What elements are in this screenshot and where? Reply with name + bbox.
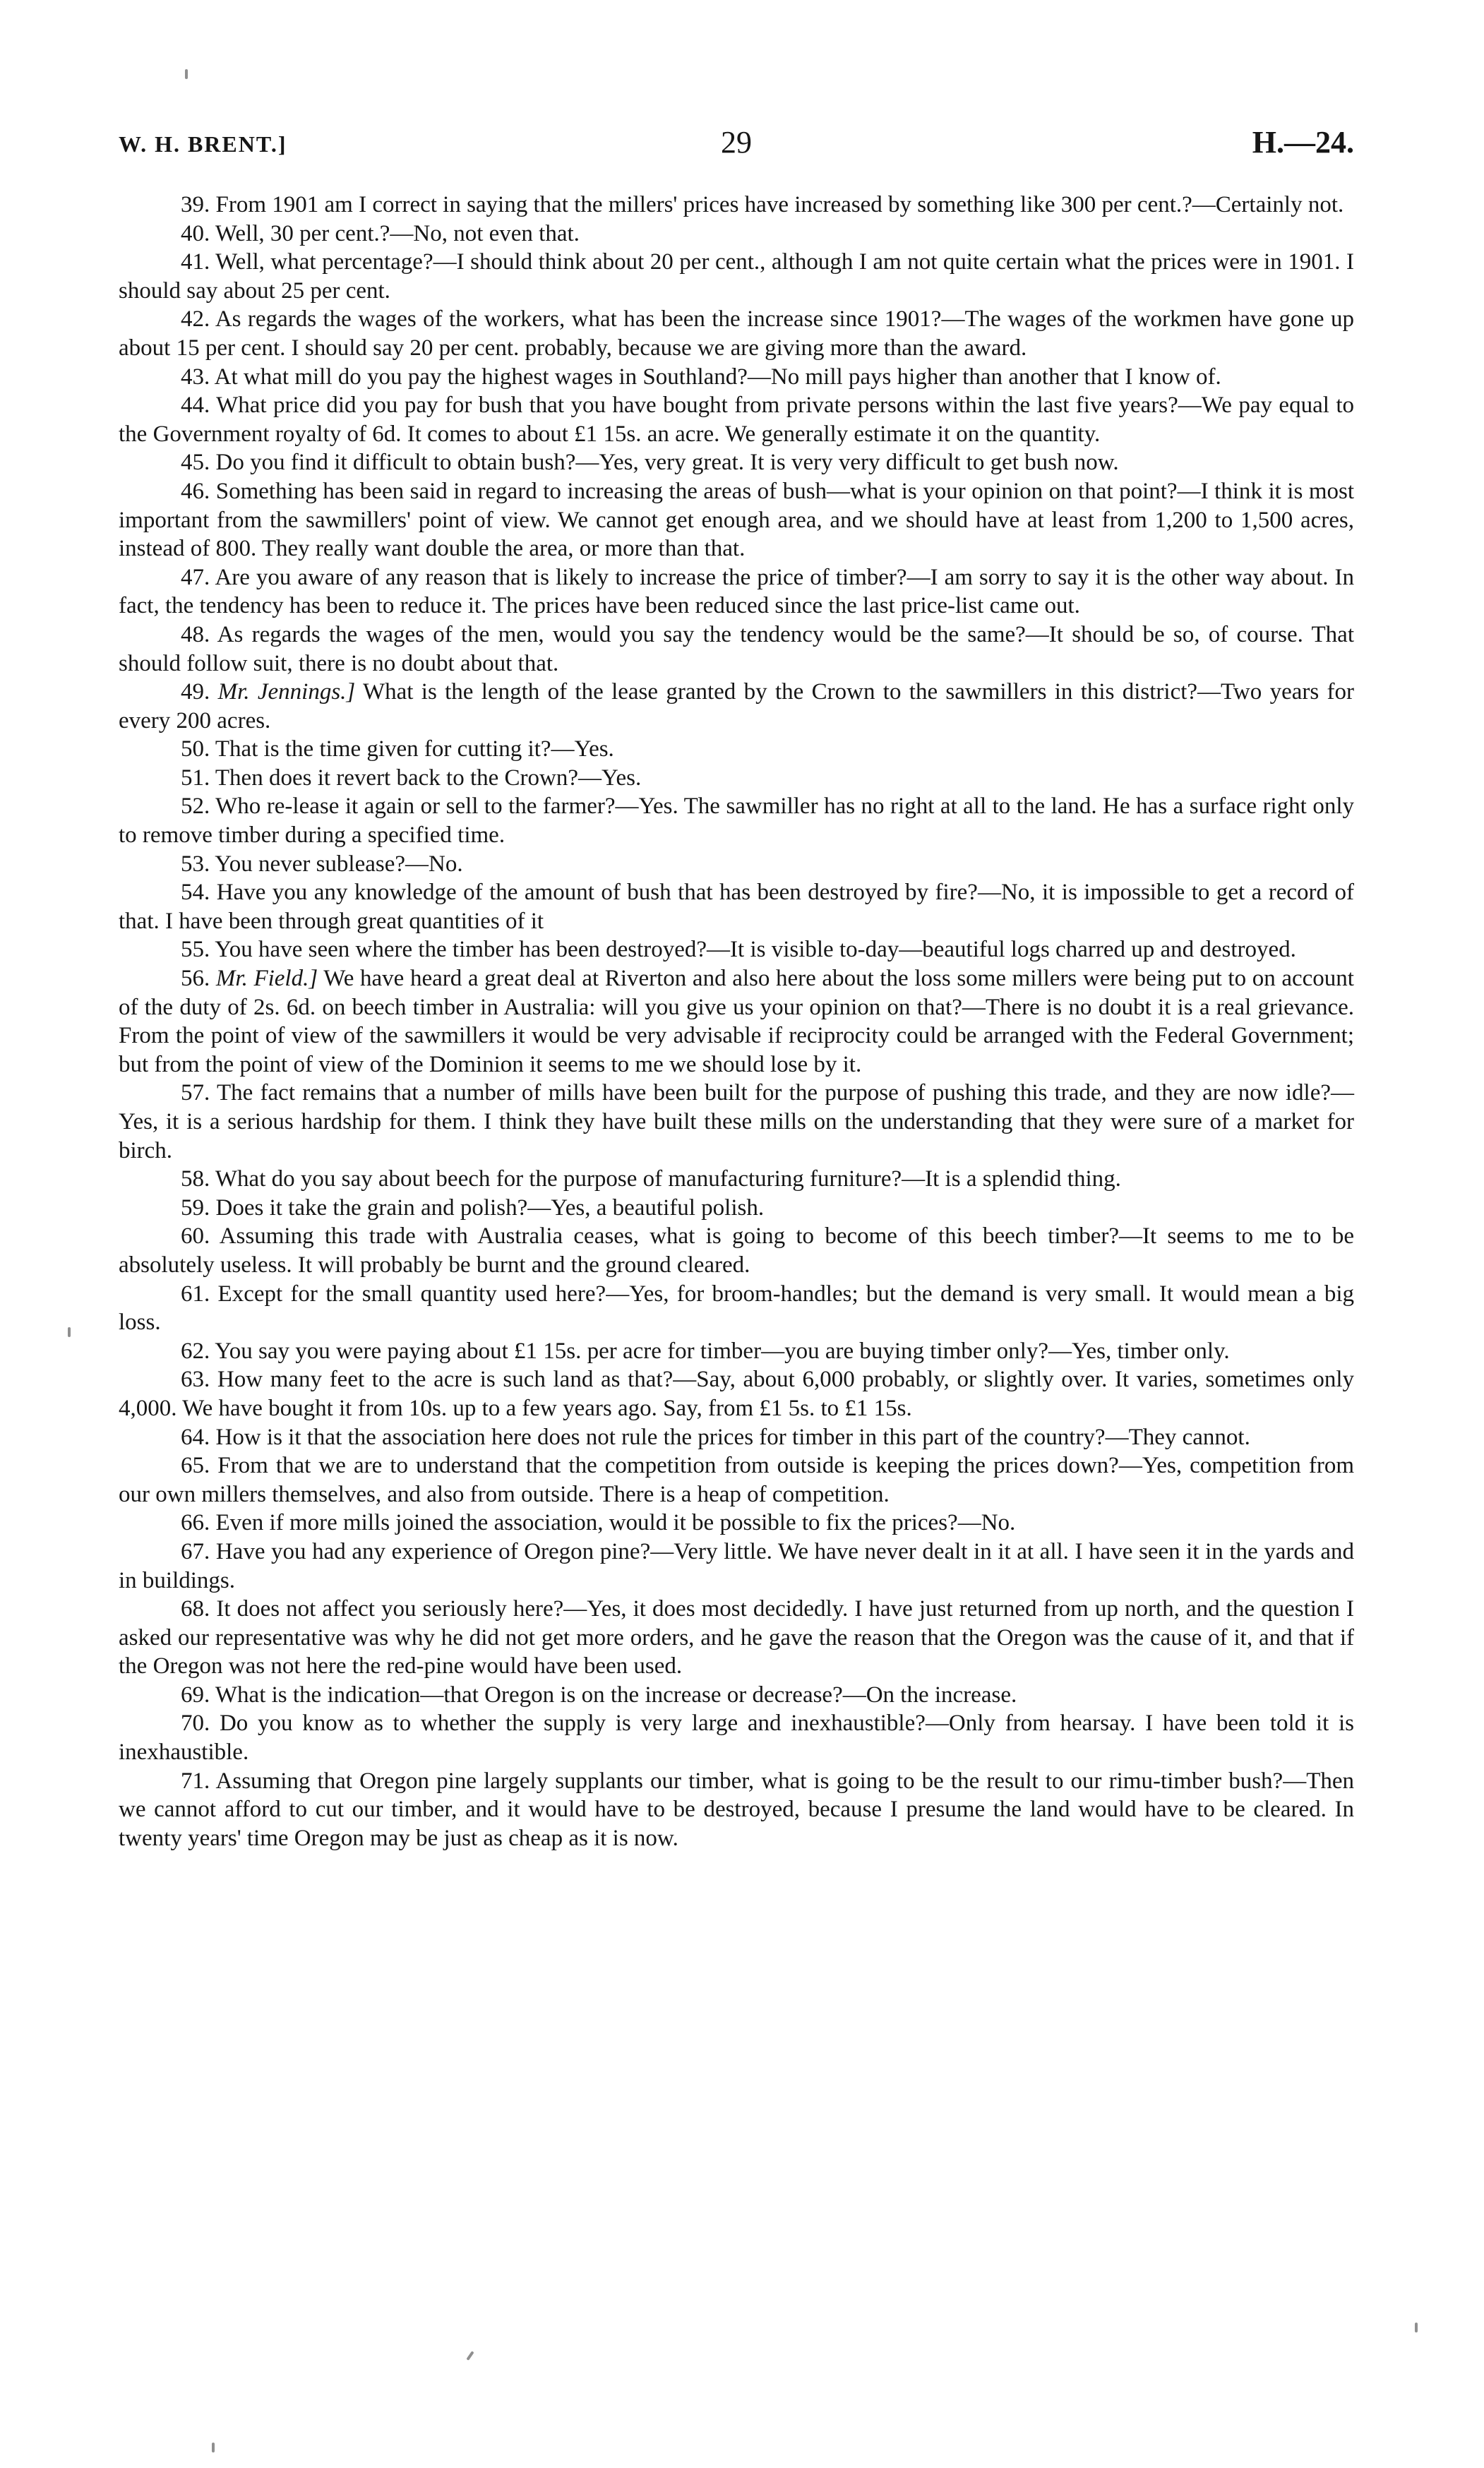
- question-69: 69. What is the indication—that Oregon is on the increase or decrease?—On the increase.: [181, 1682, 1017, 1708]
- question-52: 52. Who re-lease it again or sell to the farmer?—Yes. The sawmiller has no right at all to the land. He has a surface right only to remove timber during a specified time.: [119, 793, 1354, 849]
- question-54: 54. Have you any knowledge of the amount of bush that has been destroyed by fire?—No, it is impossible to get a record of that. I have been through great quantities of it: [119, 880, 1354, 934]
- question-65: 65. From that we are to understand that the competition from outside is keeping the prices down?—Yes, competition from our own millers themselves, and also from outside. There is a heap of competition.: [119, 1453, 1354, 1507]
- question-43: 43. At what mill do you pay the highest wages in Southland?—No mill pays higher than another that I know of.: [181, 364, 1221, 390]
- question-62: 62. You say you were paying about £1 15s. per acre for timber—you are buying timber only?—Yes, timber only.: [181, 1338, 1230, 1364]
- evidence-text: [119, 191, 1354, 1852]
- page-header: [119, 124, 1354, 167]
- question-59: 59. Does it take the grain and polish?—Yes, a beautiful polish.: [181, 1194, 765, 1221]
- question-46: 46. Something has been said in regard to increasing the areas of bush—what is your opinion on that point?—I think it is most important from the sawmillers' point of view. We cannot get enough area, and we should have at least from 1,200 to 1,500 acres, instead of 800. They really want double the area, or more than that.: [119, 478, 1354, 562]
- scan-speck: [1415, 2323, 1418, 2332]
- question-41: 41. Well, what percentage?—I should think about 20 per cent., although I am not quite certain what the prices were in 1901. I should say about 25 per cent.: [119, 249, 1354, 304]
- question-50: 50. That is the time given for cutting it?—Yes.: [181, 736, 614, 762]
- question-48: 48. As regards the wages of the men, would you say the tendency would be the same?—It should be so, of course. That should follow suit, there is no doubt about that.: [119, 621, 1354, 676]
- question-text: What is the length of the lease granted by the Crown to the sawmillers in this district?—Two years for every 200 acres.: [119, 679, 1355, 733]
- question-68: 68. It does not affect you seriously here?—Yes, it does most decidedly. I have just returned from up north, and the question I asked our representative was why he did not get more orders, and he gave the reason that the Oregon was the cause of it, and that if the Oregon was not here the red-pine would have been used.: [119, 1596, 1354, 1679]
- question-56: [119, 964, 1354, 1079]
- question-63: 63. How many feet to the acre is such land as that?—Say, about 6,000 probably, or slightly over. It varies, sometimes only 4,000. We have bought it from 10s. up to a few years ago. Say, from £1 5s. to £1 15s.: [119, 1367, 1354, 1421]
- question-70: 70. Do you know as to whether the supply is very large and inexhaustible?—Only from hearsay. I have been told it is inexhaustible.: [119, 1711, 1354, 1766]
- question-55: 55. You have seen where the timber has been destroyed?—It is visible to-day—beautiful logs charred up and destroyed.: [181, 937, 1296, 963]
- question-42: 42. As regards the wages of the workers, what has been the increase since 1901?—The wages of the workmen have gone up about 15 per cent. I should say 20 per cent. probably, because we are giving more than the award.: [119, 306, 1354, 361]
- speaker-name: Mr. Field.]: [215, 966, 318, 992]
- witness-name: W. H. BRENT.]: [119, 131, 287, 157]
- question-58: 58. What do you say about beech for the purpose of manufacturing furniture?—It is a splendid thing.: [181, 1166, 1121, 1192]
- scan-speck: [68, 1327, 71, 1337]
- scan-speck: [212, 2443, 215, 2452]
- question-67: 67. Have you had any experience of Oregon pine?—Very little. We have never dealt in it at all. I have seen it in the yards and in buildings.: [119, 1538, 1354, 1593]
- question-39: 39. From 1901 am I correct in saying that the millers' prices have increased by something like 300 per cent.?—Certainly not.: [181, 192, 1344, 217]
- question-53: 53. You never sublease?—No.: [181, 851, 463, 877]
- question-61: 61. Except for the small quantity used here?—Yes, for broom-handles; but the demand is very small. It would mean a big loss.: [119, 1281, 1354, 1336]
- question-44: 44. What price did you pay for bush that you have bought from private persons within the last five years?—We pay equal to the Government royalty of 6d. It comes to about £1 15s. an acre. We generally estimate it on the quantity.: [119, 393, 1354, 447]
- question-66: 66. Even if more mills joined the association, would it be possible to fix the prices?—No.: [181, 1510, 1016, 1536]
- scan-speck: [185, 69, 188, 79]
- question-text: We have heard a great deal at Riverton and also here about the loss some millers were being put to on account of the duty of 2s. 6d. on beech timber in Australia: will you give us your opinion on that?—There is no doubt it is a real grievance. From the point of view of the sawmillers it would be very advisable if reciprocity could be arranged with the Federal Government; but from the point of view of the Dominion it seems to me we should lose by it.: [119, 966, 1354, 1077]
- question-64: 64. How is it that the association here does not rule the prices for timber in this part of the country?—They cannot.: [181, 1424, 1250, 1450]
- question-45: 45. Do you find it difficult to obtain bush?—Yes, very great. It is very very difficult to get bush now.: [181, 450, 1119, 476]
- question-71: 71. Assuming that Oregon pine largely supplants our timber, what is going to be the result to our rimu-timber bush?—Then we cannot afford to cut our timber, and it would have to be destroyed, because I presume the land would have to be cleared. In twenty years' time Oregon may be just as cheap as it is now.: [119, 1768, 1354, 1851]
- paper-reference: H.—24.: [1252, 125, 1354, 160]
- page-number: 29: [721, 125, 752, 160]
- question-60: 60. Assuming this trade with Australia ceases, what is going to become of this beech timber?—It seems to me to be absolutely useless. It will probably be burnt and the ground cleared.: [119, 1223, 1354, 1278]
- question-49: [119, 678, 1354, 735]
- scan-speck: [466, 2351, 474, 2361]
- question-51: 51. Then does it revert back to the Crown?—Yes.: [181, 765, 642, 791]
- question-number: 49.: [181, 679, 210, 705]
- question-40: 40. Well, 30 per cent.?—No, not even that.: [181, 220, 580, 246]
- question-57: 57. The fact remains that a number of mills have been built for the purpose of pushing this trade, and they are now idle?—Yes, it is a serious hardship for them. I think they have built these mills on the understanding that they were sure of a market for birch.: [119, 1080, 1354, 1163]
- question-47: 47. Are you aware of any reason that is likely to increase the price of timber?—I am sorry to say it is the other way about. In fact, the tendency has been to reduce it. The prices have been reduced since the last price-list came out.: [119, 564, 1354, 619]
- speaker-name: Mr. Jennings.]: [217, 679, 356, 705]
- question-number: 56.: [181, 966, 210, 992]
